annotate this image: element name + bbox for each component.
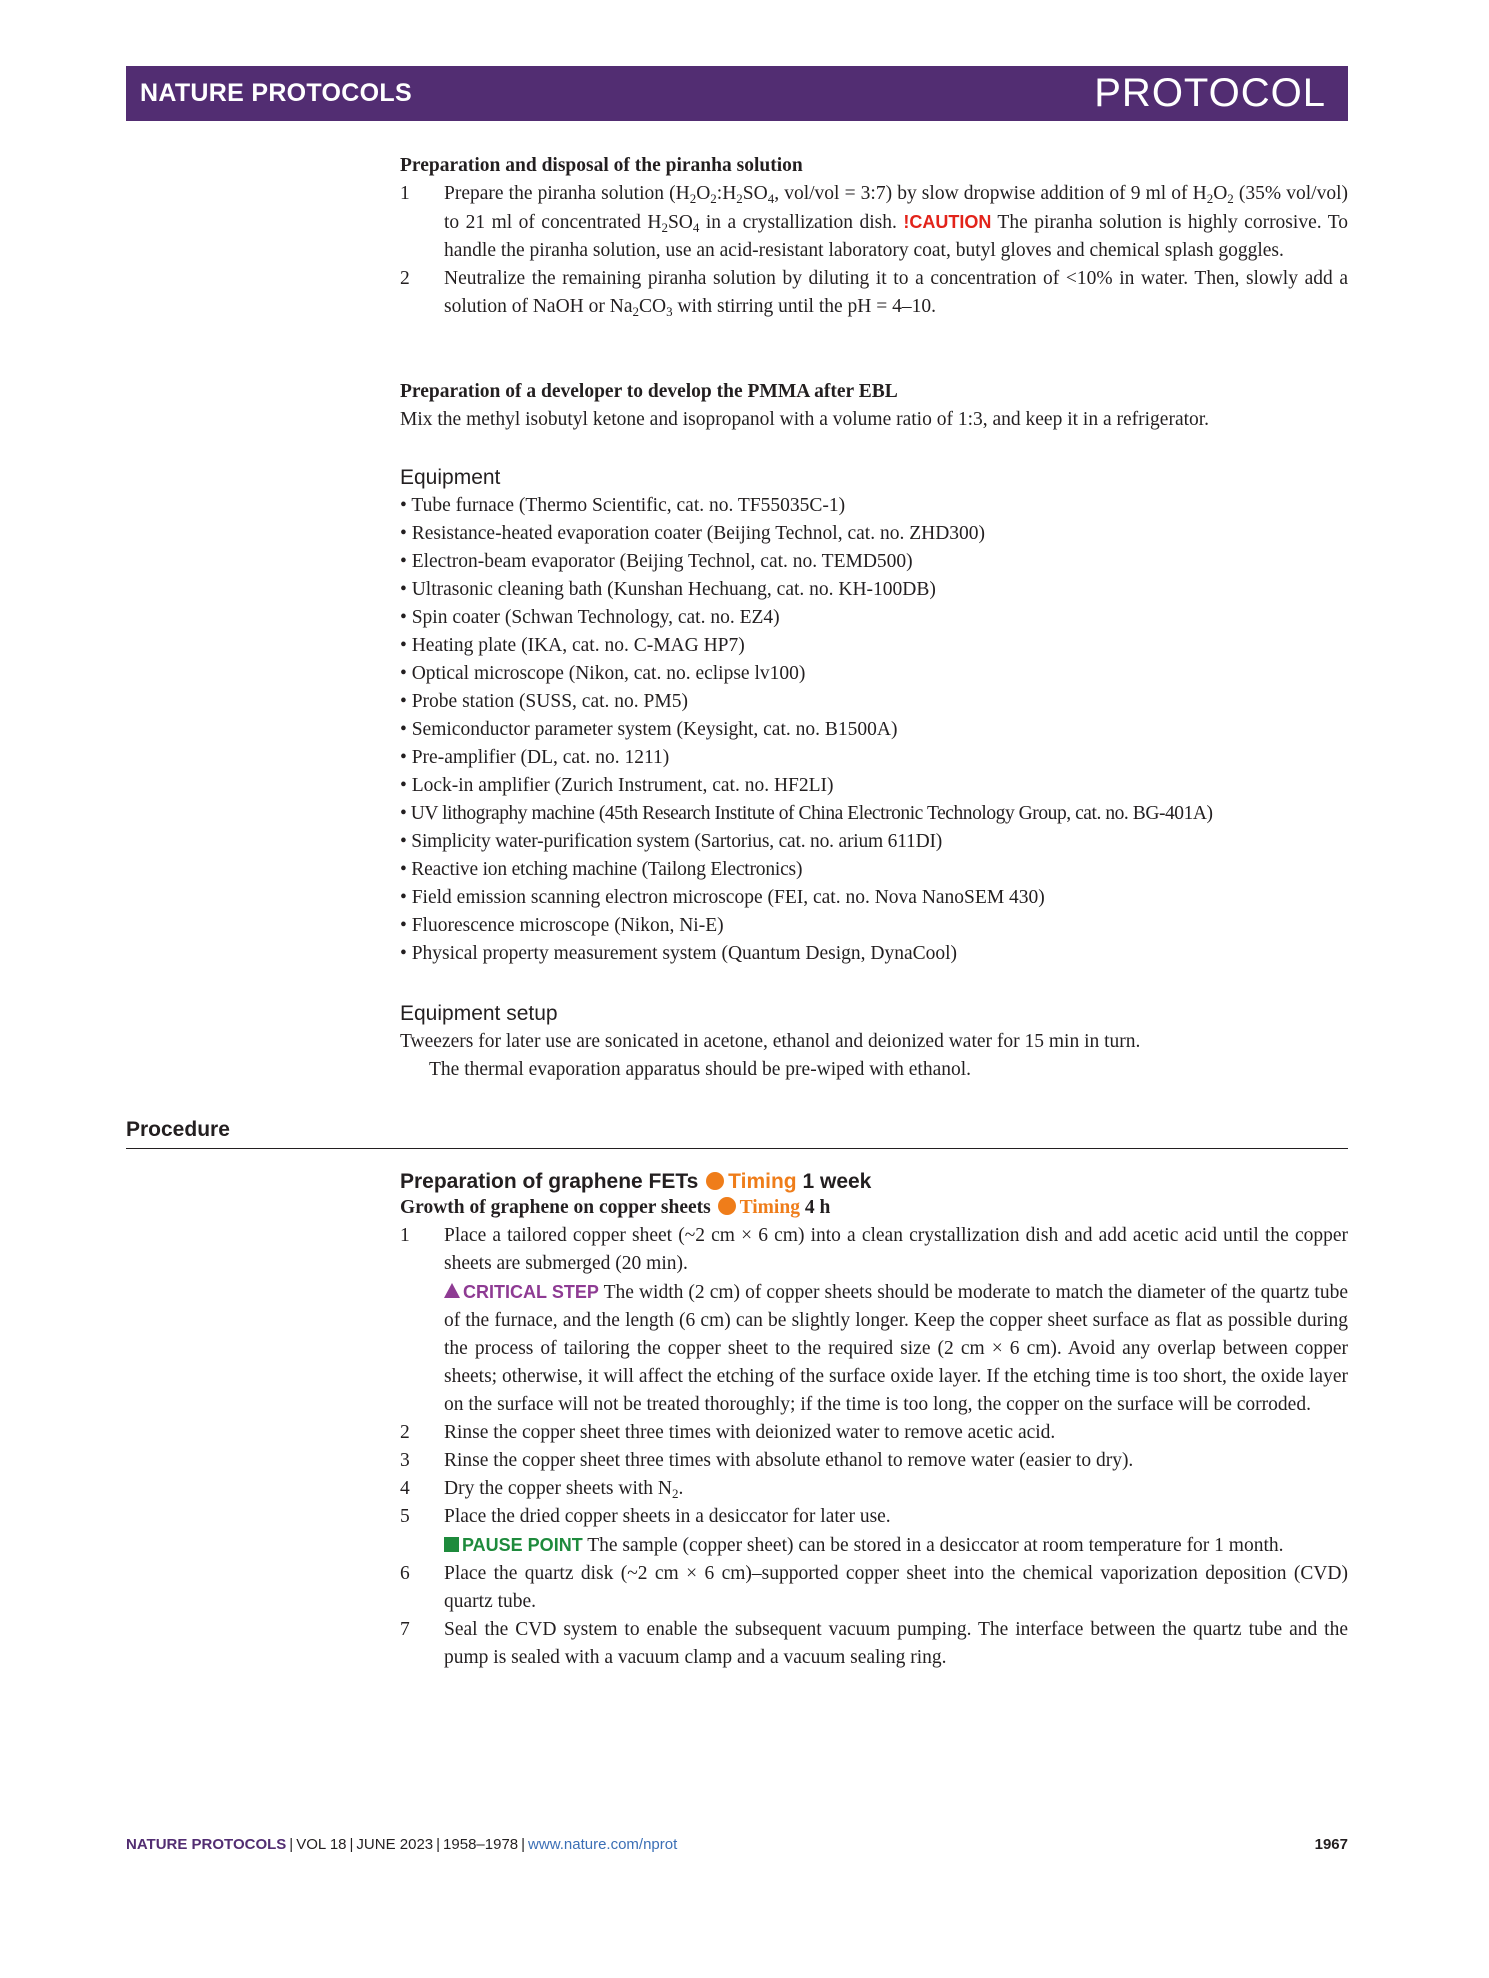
subscript: 2 xyxy=(710,191,717,206)
procedure-step-5 xyxy=(400,1503,1348,1560)
equipment-item: • Ultrasonic cleaning bath (Kunshan Hechuang, cat. no. KH-100DB) xyxy=(400,579,936,600)
equipment-item: • Heating plate (IKA, cat. no. C-MAG HP7) xyxy=(400,635,745,656)
setup-section xyxy=(400,1000,1348,1084)
subscript: 2 xyxy=(736,191,743,206)
step-text: Place the quartz disk (~2 cm × 6 cm)–supported copper sheet into the chemical vaporization deposition (CVD) quartz tube. xyxy=(444,1563,1348,1612)
subscript: 3 xyxy=(666,304,673,319)
step-text: Rinse the copper sheet three times with absolute ethanol to remove water (easier to dry). xyxy=(444,1450,1134,1471)
equipment-section xyxy=(400,464,1348,968)
subscript: 2 xyxy=(1227,191,1234,206)
pause-note xyxy=(444,1531,1348,1560)
journal-name: NATURE PROTOCOLS xyxy=(140,79,412,107)
step-text: Place the dried copper sheets in a desiccator for later use. xyxy=(444,1506,891,1527)
footer-journal: NATURE PROTOCOLS xyxy=(126,1836,287,1853)
procedure-step-4 xyxy=(400,1475,1348,1503)
piranha-title: Preparation and disposal of the piranha solution xyxy=(400,155,803,176)
developer-title: Preparation of a developer to develop the PMMA after EBL xyxy=(400,381,898,402)
subscript: 2 xyxy=(689,191,697,206)
step-text: Dry the copper sheets with N xyxy=(444,1478,672,1499)
equipment-item: • Reactive ion etching machine (Tailong Electronics) xyxy=(400,859,803,880)
timing-value: 1 week xyxy=(802,1170,872,1193)
equipment-item: • Simplicity water-purification system (Sartorius, cat. no. arium 611DI) xyxy=(400,831,943,852)
timing-label: Timing xyxy=(728,1170,797,1193)
subscript: 2 xyxy=(661,220,668,235)
subscript: 4 xyxy=(692,220,700,235)
timing-value: 4 h xyxy=(804,1197,831,1218)
subscript: 2 xyxy=(671,1486,679,1501)
step-text: The piranha solution is highly corrosive. To handle the piranha solution, use an acid-resistant laboratory coat, butyl gloves and chemical splash goggles. xyxy=(444,212,1348,261)
timing-label: Timing xyxy=(739,1197,800,1218)
step-text: SO xyxy=(667,212,693,233)
pause-label: PAUSE POINT xyxy=(462,1535,583,1555)
procedure-step-1 xyxy=(400,1222,1348,1419)
equipment-item: • Semiconductor parameter system (Keysight, cat. no. B1500A) xyxy=(400,719,898,740)
article-type: PROTOCOL xyxy=(1094,71,1326,115)
critical-triangle-icon xyxy=(444,1283,460,1298)
equipment-item: • Fluorescence microscope (Nikon, Ni-E) xyxy=(400,915,724,936)
subsection-heading xyxy=(400,1194,1348,1222)
step-number: 4 xyxy=(400,1478,410,1499)
caution-label: !CAUTION xyxy=(903,212,992,232)
step-text: CO xyxy=(638,296,667,317)
step-text: Prepare the piranha solution (H xyxy=(444,183,690,204)
page-number: 1967 xyxy=(1314,1836,1348,1853)
footer-citation: NATURE PROTOCOLS | VOL 18 | JUNE 2023 | 1958–1978 | www.nature.com/nprot xyxy=(126,1836,678,1853)
step-number: 3 xyxy=(400,1450,410,1471)
step-text: with stirring until the pH = 4–10. xyxy=(672,296,936,317)
equipment-item: • Lock-in amplifier (Zurich Instrument, cat. no. HF2LI) xyxy=(400,775,834,796)
step-number: 7 xyxy=(400,1619,410,1640)
equipment-item: • UV lithography machine (45th Research Institute of China Electronic Technology Group, cat. no. BG-401A) xyxy=(400,803,1213,824)
equipment-item: • Resistance-heated evaporation coater (Beijing Technol, cat. no. ZHD300) xyxy=(400,523,986,544)
subscript: 2 xyxy=(1206,191,1214,206)
pause-square-icon xyxy=(444,1537,459,1552)
piranha-step-1 xyxy=(400,180,1348,265)
procedure-step-6 xyxy=(400,1560,1348,1616)
equipment-title: Equipment xyxy=(400,466,501,489)
procedure-heading: Procedure xyxy=(126,1118,230,1141)
footer-pages: 1958–1978 xyxy=(443,1836,519,1853)
procedure-step-3 xyxy=(400,1447,1348,1475)
step-text: , vol/vol = 3:7) by slow dropwise addition of 9 ml of H xyxy=(774,183,1207,204)
critical-note xyxy=(444,1278,1348,1419)
step-text: . xyxy=(678,1478,684,1499)
step-text: O xyxy=(696,183,711,204)
subscript: 2 xyxy=(632,304,639,319)
step-number: 2 xyxy=(400,1422,410,1443)
step-text: O xyxy=(1213,183,1228,204)
procedure-content xyxy=(400,1168,1348,1672)
timing-dot-icon xyxy=(706,1172,724,1190)
developer-text: Mix the methyl isobutyl ketone and isopropanol with a volume ratio of 1:3, and keep it in a refrigerator. xyxy=(400,409,1210,430)
setup-line-2: The thermal evaporation apparatus should be pre-wiped with ethanol. xyxy=(429,1059,972,1080)
step-text: Rinse the copper sheet three times with deionized water to remove acetic acid. xyxy=(444,1422,1056,1443)
piranha-section xyxy=(400,152,1348,321)
setup-line-1: Tweezers for later use are sonicated in acetone, ethanol and deionized water for 15 min in turn. xyxy=(400,1031,1141,1052)
critical-label: CRITICAL STEP xyxy=(463,1282,599,1302)
section-heading xyxy=(400,1168,1348,1196)
equipment-list xyxy=(400,492,1348,968)
step-text: (35% vol/vol) to 21 ml of concentrated H xyxy=(444,183,1348,233)
page-footer xyxy=(126,1836,1348,1860)
equipment-item: • Field emission scanning electron microscope (FEI, cat. no. Nova NanoSEM 430) xyxy=(400,887,1045,908)
piranha-step-2 xyxy=(400,265,1348,321)
subscript: 4 xyxy=(767,191,775,206)
step-number: 1 xyxy=(400,1225,410,1246)
equipment-item: • Pre-amplifier (DL, cat. no. 1211) xyxy=(400,747,670,768)
footer-date: JUNE 2023 xyxy=(356,1836,434,1853)
equipment-item: • Electron-beam evaporator (Beijing Technol, cat. no. TEMD500) xyxy=(400,551,913,572)
equipment-item: • Spin coater (Schwan Technology, cat. no. EZ4) xyxy=(400,607,780,628)
equipment-item: • Probe station (SUSS, cat. no. PM5) xyxy=(400,691,688,712)
section-title: Preparation of graphene FETs xyxy=(400,1170,699,1193)
timing-dot-icon xyxy=(718,1197,736,1215)
procedure-step-2 xyxy=(400,1419,1348,1447)
setup-title: Equipment setup xyxy=(400,1002,558,1025)
subsection-title: Growth of graphene on copper sheets xyxy=(400,1197,711,1218)
equipment-item: • Optical microscope (Nikon, cat. no. eclipse lv100) xyxy=(400,663,806,684)
pause-text: The sample (copper sheet) can be stored in a desiccator at room temperature for 1 month. xyxy=(582,1535,1284,1556)
journal-banner xyxy=(126,66,1348,121)
step-number: 6 xyxy=(400,1563,410,1584)
step-number: 5 xyxy=(400,1506,410,1527)
procedure-step-7 xyxy=(400,1616,1348,1672)
step-text: in a crystallization dish. xyxy=(699,212,904,233)
footer-volume: VOL 18 xyxy=(296,1836,347,1853)
step-text: :H xyxy=(716,183,737,204)
equipment-item: • Physical property measurement system (Quantum Design, DynaCool) xyxy=(400,943,958,964)
step-text: SO xyxy=(742,183,768,204)
equipment-item: • Tube furnace (Thermo Scientific, cat. no. TF55035C-1) xyxy=(400,495,846,516)
step-text: Place a tailored copper sheet (~2 cm × 6 cm) into a clean crystallization dish and add acetic acid until the copper sheets are submerged (20 min). xyxy=(444,1225,1348,1274)
step-number: 2 xyxy=(400,268,410,289)
step-number: 1 xyxy=(400,183,410,204)
step-text: Neutralize the remaining piranha solution by diluting it to a concentration of <10% in water. Then, slowly add a solution of NaOH or Na xyxy=(444,268,1348,317)
procedure-divider xyxy=(126,1148,1348,1149)
critical-text: The width (2 cm) of copper sheets should be moderate to match the diameter of the quartz tube of the furnace, and the length (6 cm) can be slightly longer. Keep the copper sheet surface as flat as possible during the process of tailoring the copper sheet to the required size (2 cm × 6 cm). Avoid any overlap between copper sheets; otherwise, it will affect the etching of the surface oxide layer. If the etching time is too short, the oxide layer on the surface will not be treated thoroughly; if the time is too long, the copper on the surface will be corroded. xyxy=(444,1282,1348,1415)
step-text: Seal the CVD system to enable the subsequent vacuum pumping. The interface between the quartz tube and the pump is sealed with a vacuum clamp and a vacuum sealing ring. xyxy=(444,1619,1348,1668)
developer-section xyxy=(400,378,1348,434)
footer-url-link[interactable]: www.nature.com/nprot xyxy=(528,1836,678,1853)
